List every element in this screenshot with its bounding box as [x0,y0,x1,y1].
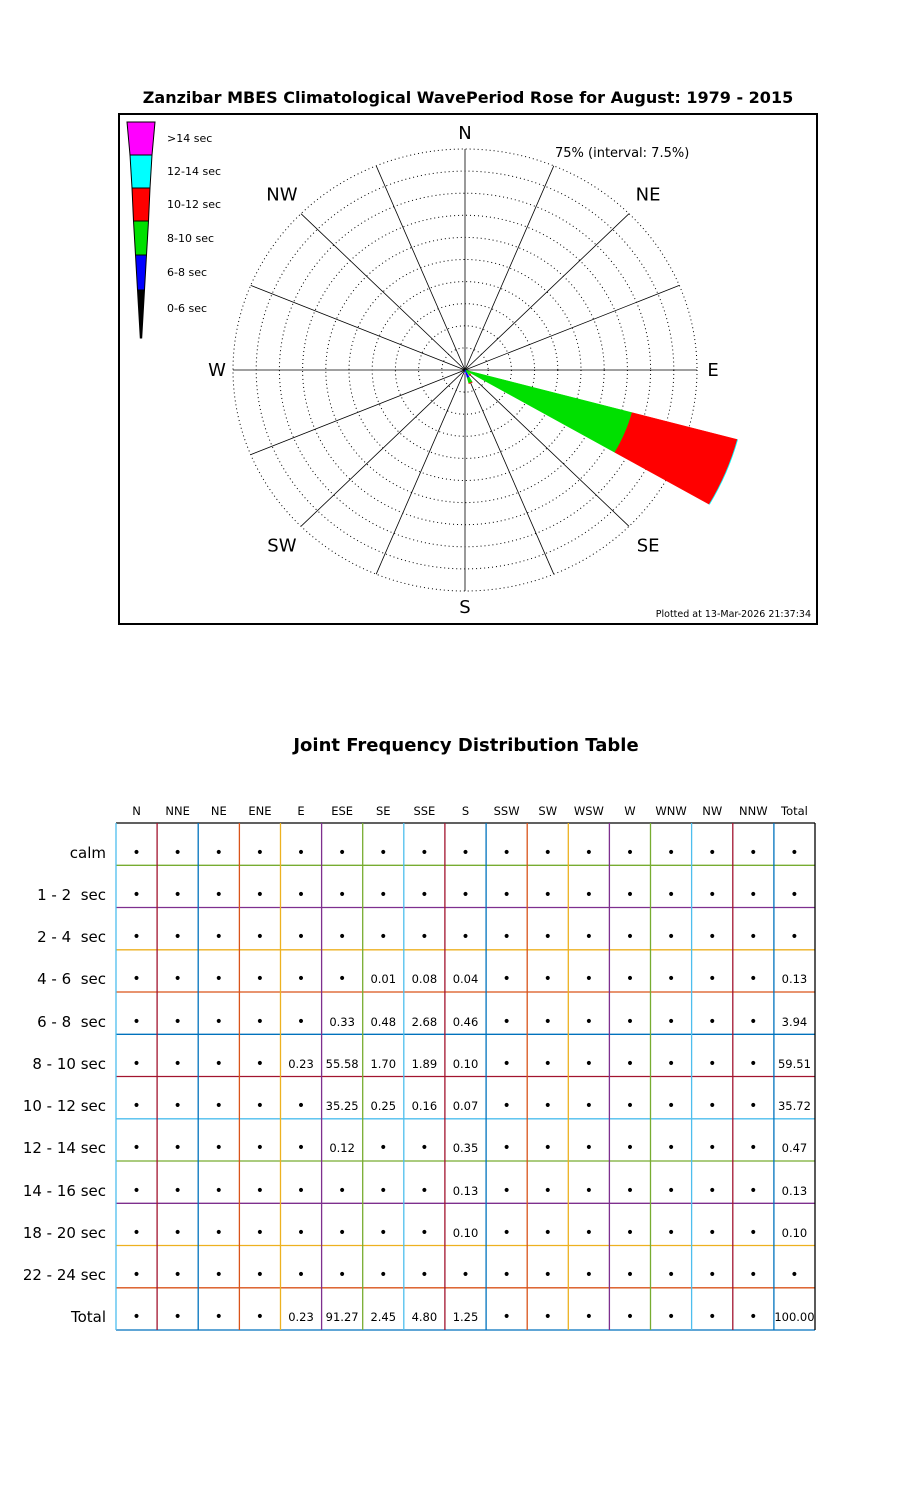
cell-value: 0.16 [411,1099,438,1114]
compass-label-N: N [458,123,472,144]
cell-value: 2.68 [411,1014,438,1029]
cell-value: 0.47 [781,1141,808,1156]
legend-swatch-6-8-sec [136,255,147,290]
legend-swatch-10-12-sec [132,188,150,221]
cell-value: 0.48 [370,1014,397,1029]
legend-swatch-12-14-sec [130,155,152,188]
column-header-SE: SE [375,804,391,818]
direction-spoke [251,370,465,455]
cell-value: 0.13 [781,972,808,987]
cell-value: 1.25 [452,1310,479,1325]
cell-value: 0.13 [452,1183,479,1198]
cell-value: 0.33 [329,1014,355,1029]
cell-value: 1.70 [370,1056,397,1071]
legend-swatch-8-10-sec [134,221,149,255]
cell-value: 59.51 [777,1056,811,1071]
column-header-S: S [461,804,470,818]
cell-value: 0.46 [452,1014,479,1029]
legend-swatch-0-6-sec [138,290,145,338]
cell-value: 0.07 [452,1099,479,1114]
column-header-SW: SW [538,804,558,818]
cell-value: 0.10 [781,1225,808,1240]
column-header-WSW: WSW [573,804,604,818]
cell-value: 0.12 [329,1141,355,1156]
column-header-NNW: NNW [739,804,768,818]
wave-rose-plot [118,113,818,625]
direction-spoke [376,370,465,574]
row-label-22---24-sec: 22 - 24 sec [22,1266,106,1285]
cell-value: 0.23 [288,1310,314,1325]
cell-value: 0.01 [370,972,397,987]
column-header-N: N [132,804,141,818]
direction-spoke [376,166,465,370]
wave-rose-canvas [120,115,816,623]
petal-ESE-8-10 [466,370,632,452]
column-header-SSW: SSW [493,804,520,818]
row-label-18---20-sec: 18 - 20 sec [22,1223,106,1242]
legend-label: 10-12 sec [167,198,222,211]
cell-value: 0.25 [370,1099,397,1114]
compass-label-NW: NW [266,184,298,206]
cell-value: 0.35 [452,1141,479,1156]
cell-value: 0.10 [452,1056,479,1071]
cell-value: 0.08 [411,972,438,987]
cell-value: 35.25 [325,1099,359,1114]
cell-value: 1.89 [411,1056,438,1071]
compass-label-SE: SE [636,535,660,557]
cell-value: 2.45 [370,1310,397,1325]
compass-label-E: E [707,360,719,381]
compass-label-S: S [459,597,471,618]
row-label-2---4-sec: 2 - 4 sec [37,928,106,947]
legend-label: 8-10 sec [167,232,215,245]
direction-spoke [301,370,465,526]
row-label-6---8-sec: 6 - 8 sec [37,1012,106,1031]
compass-label-NE: NE [635,184,661,206]
direction-spoke [301,214,465,370]
column-header-ENE: ENE [248,804,272,818]
cell-value: 91.27 [325,1310,359,1325]
row-label-Total: Total [70,1308,106,1327]
direction-spoke [465,214,629,370]
column-header-E: E [297,804,305,818]
direction-spoke [465,285,679,370]
cell-value: 100.00 [774,1310,815,1325]
compass-label-W: W [208,360,226,381]
rose-title: Zanzibar MBES Climatological WavePeriod Rose for August: 1979 - 2015 [142,88,794,107]
legend-swatch--14-sec [127,122,155,155]
column-header-WNW: WNW [655,804,687,818]
column-header-W: W [624,804,636,818]
radial-scale-label: 75% (interval: 7.5%) [555,146,690,161]
cell-value: 4.80 [411,1310,438,1325]
row-label-calm: calm [69,843,106,862]
row-label-14---16-sec: 14 - 16 sec [22,1181,106,1200]
cell-value: 35.72 [777,1099,811,1114]
legend-label: 12-14 sec [167,165,222,178]
cell-value: 55.58 [325,1056,359,1071]
cell-value: 3.94 [781,1014,808,1029]
row-label-4---6-sec: 4 - 6 sec [37,970,106,989]
cell-value: 0.13 [781,1183,808,1198]
row-label-10---12-sec: 10 - 12 sec [22,1097,106,1116]
joint-frequency-table: N NNE NE ENE E ESE SE SSE S SSW SW WSW W WNW NW NNW Total calm • • • • • • • • • • • • • • • • • 1 - 2 sec • • • • • • • • • • • • • • • • • 2 - 4 sec • • • • • • • • • • • • • • • • • 4 - 6 sec • • • • • • 0.01 0.08 0.04 • • • • • • • 0.13 6 - 8 sec • • • • • 0.33 0.48 2.68 0.46 • • • • • • • 3.94 8 - 10 sec • • • • 0.23 55.58 1.70 1.89 0.10 • • • • • • • 59.51 10 - 12 sec • • • • • 35.25 0.25 0.16 0.07 • • • • • • • 35.72 12 - 14 sec • • • • • 0.12 • • 0.35 • • • • • • • 0.47 14 - 16 sec • • • • • • • • 0.13 • • • • • • • 0.13 18 - 20 sec • • • • • • • • 0.10 • • • • • • • 0.10 22 - 24 sec • • • • • • • • • • • • • • • • • Total • • • • 0.23 91.27 2.45 4.80 1.25 • • • • • • • 100.00 [116,823,815,1330]
petal-ESE-10-12 [615,413,738,505]
legend-label: 6-8 sec [167,266,208,279]
legend-label: 0-6 sec [167,302,208,315]
row-label-1---2-sec: 1 - 2 sec [37,885,106,904]
column-header-ESE: ESE [331,804,354,818]
direction-spoke [251,285,465,370]
cell-value: 0.23 [288,1056,314,1071]
column-header-NW: NW [702,804,723,818]
column-header-Total: Total [781,804,808,818]
column-header-NNE: NNE [165,804,190,818]
compass-label-SW: SW [267,535,297,557]
plot-timestamp: Plotted at 13-Mar-2026 21:37:34 [655,609,811,620]
legend-label: >14 sec [167,132,213,145]
cell-value: 0.10 [452,1225,479,1240]
column-header-SSE: SSE [413,804,436,818]
direction-spoke [465,166,554,370]
table-title: Joint Frequency Distribution Table [293,735,639,756]
row-label-12---14-sec: 12 - 14 sec [22,1139,106,1158]
column-header-NE: NE [210,804,227,818]
cell-value: 0.04 [452,972,479,987]
row-label-8---10-sec: 8 - 10 sec [32,1054,106,1073]
petal-S->14 [465,373,466,374]
